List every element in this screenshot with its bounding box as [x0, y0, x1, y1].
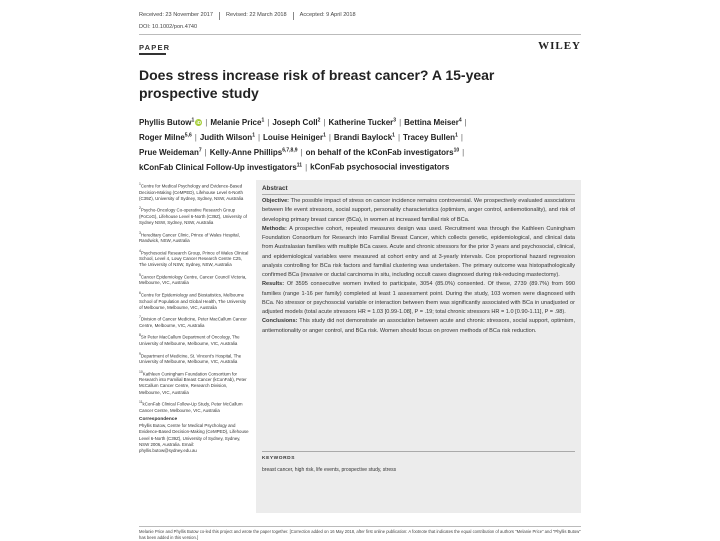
author-name[interactable]: Joseph Coll [272, 117, 318, 127]
affiliation-text: kConFab Clinical Follow-Up Study, Peter McCallum Cancer Centre, Melbourne, VIC, Australia [139, 401, 243, 413]
affiliation-item [139, 399, 249, 414]
author-entry[interactable] [310, 163, 449, 172]
header-divider [139, 34, 581, 35]
orcid-icon[interactable]: iD [196, 120, 201, 126]
author-name[interactable]: Melanie Price [210, 117, 262, 127]
author-entry[interactable] [329, 118, 397, 127]
affiliation-text: Centre for Medical Psychology and Evidence-Based Decision-Making (CeMPED), Lifehouse Level 6-North (C39Z), University of Sydney, Sydney, NSW, Australia [139, 183, 244, 201]
date-separator [293, 12, 294, 20]
affiliation-number: 9 [139, 351, 141, 356]
author-entry[interactable] [139, 163, 302, 172]
author-affiliation-marker: 11 [296, 162, 303, 169]
affiliation-item [139, 181, 249, 202]
author-entry[interactable] [210, 118, 264, 127]
author-separator: | [464, 117, 467, 127]
author-name[interactable]: Roger Milne [139, 132, 185, 142]
author-entry[interactable] [139, 118, 202, 127]
affiliation-text: Psychosocial Research Group, Prince of Wales Clinical School, Level 4, Lowy Cancer Research Centre C25, The University of NSW, Sydney, NSW, Australia [139, 250, 249, 268]
affiliation-item [139, 314, 249, 329]
footnote: Melanie Price and Phyllis Butow co-led this project and wrote the paper together. [Correction added on 16 May 2018, after first online publication: A footnote that indicates the equal contribution of authors "Melanie Price" and "Phyllis Butow" has been added in this version.] [139, 529, 581, 541]
accepted-date: Accepted: 9 April 2018 [299, 12, 356, 18]
author-name[interactable]: Bettina Meiser [404, 117, 459, 127]
author-affiliation-marker: 4 [458, 117, 462, 123]
author-entry[interactable] [200, 133, 255, 142]
author-separator: | [267, 117, 270, 127]
abstract-section-label: Objective: [262, 198, 290, 204]
footnote-divider [139, 526, 581, 527]
author-separator: | [305, 163, 308, 173]
affiliation-number: 1 [139, 182, 141, 186]
affiliation-number: 2 [139, 206, 141, 211]
author-entry[interactable] [404, 118, 461, 127]
author-affiliation-marker: 7 [198, 147, 202, 154]
author-separator: | [205, 117, 208, 127]
author-affiliation-marker: 1 [392, 132, 395, 139]
correspondence-heading: Correspondence [139, 417, 178, 423]
affiliation-number: 8 [139, 333, 141, 338]
doi-link[interactable]: DOI: 10.1002/pon.4740 [139, 24, 198, 30]
author-separator: | [328, 132, 331, 142]
abstract-section-text: Of 3595 consecutive women invited to participate, 3054 (85.0%) consented. Of these, 2739 (89.7%) from 990 families (range 1-16 per family) completed at least 1 assessment point. During the study, 103 women were diagnosed with BCa. No stressor or psychosocial variable or interaction between them was significantly associated with BCa in unadjusted or adjusted models (total acute stressors HR = 1.03 [0.99-1.08], P = .19; total chronic stressors HR = 1.0 [0.90-1.11], P = .98). [262, 281, 575, 315]
affiliation-text: Department of Medicine, St. Vincent's Hospital, The University of Melbourne, Melbourne, VIC, Australia [139, 353, 242, 365]
abstract-section [262, 280, 575, 317]
author-name[interactable]: Judith Wilson [199, 132, 253, 142]
author-affiliation-marker: 1 [191, 117, 195, 123]
affiliation-text: Division of Cancer Medicine, Peter MacCallum Cancer Centre, Melbourne, VIC, Australia [139, 316, 247, 328]
affiliation-item [139, 332, 249, 347]
publisher-logo: WILEY [538, 40, 581, 52]
author-name[interactable]: Louise Heiniger [263, 132, 324, 142]
abstract-divider [262, 194, 575, 195]
author-affiliation-marker: 1 [323, 132, 326, 139]
affiliation-text: Psycho-Oncology Co-operative Research Group (PoCoG), Lifehouse Level 6-North (C39Z), University of Sydney NSW, Sydney, NSW, Australia [139, 207, 247, 225]
abstract-section-text: A prospective cohort, repeated measures design was used. Recruitment was through the Kathleen Cuningham Foundation Consortium for Research into Familial Breast Cancer, which collects genetic, epidemiological, and clinical data from Australasian families with multiple BCa cases. Acute and chronic stressors for the prior 3 years and psychosocial, clinical, and epidemiological variables were measured at cohort entry and at 3-yearly intervals. Cox proportional hazard regression analysis controlling for BCa risk factors and familial clustering was undertaken. The primary outcome was histopathologically confirmed BCa (invasive or ductal carcinoma in situ, including occult cases diagnosed during risk-reducing mastectomy). [262, 225, 575, 278]
author-entry[interactable] [334, 133, 395, 142]
affiliation-item [139, 351, 249, 366]
abstract-section [262, 317, 575, 336]
author-separator: | [399, 117, 402, 127]
author-entry[interactable] [210, 148, 298, 157]
abstract-section-label: Results: [262, 281, 285, 288]
affiliation-number: 10 [139, 369, 143, 374]
author-separator: | [257, 132, 261, 142]
affiliation-item [139, 272, 249, 287]
affiliation-number: 3 [139, 230, 141, 235]
author-separator: | [462, 147, 465, 157]
affiliation-item [139, 290, 249, 311]
affiliation-number: 4 [139, 248, 141, 253]
article-dates [139, 12, 356, 20]
abstract-section [262, 197, 575, 225]
affiliation-item [139, 205, 249, 226]
affiliation-item [139, 369, 249, 396]
affiliation-number: 7 [139, 315, 141, 320]
keywords-heading: KEYWORDS [262, 456, 296, 461]
affiliation-item [139, 230, 249, 245]
abstract-box [256, 180, 581, 513]
author-name[interactable]: Tracey Bullen [403, 132, 456, 142]
affiliation-text: Centre for Epidemiology and Biostatistics, Melbourne School of Population and Global Health, The University of Melbourne, Melbourne, VIC, Australia [139, 292, 247, 310]
affiliation-text: Kathleen Cuningham Foundation Consortium for Research into Familial Breast Cancer (kConFab), Peter McCallum Cancer Centre, Research Division, Melbourne, VIC, Australia [139, 371, 247, 395]
author-entry[interactable] [139, 133, 192, 142]
author-name[interactable]: Kelly-Anne Phillips [209, 147, 283, 157]
author-name[interactable]: Phyllis Butow [139, 117, 192, 127]
author-separator: | [460, 132, 463, 142]
affiliation-number: 6 [139, 291, 141, 296]
author-name[interactable]: Prue Weideman [139, 147, 199, 157]
abstract-section-text: This study did not demonstrate an association between acute and chronic stressors, social support, optimism, antiemotionality or anger control, and BCa risk. Women should focus on proven methods of BCa risk reduction. [262, 318, 576, 334]
affiliation-item [139, 248, 249, 269]
author-separator: | [204, 147, 207, 157]
author-separator: | [300, 147, 303, 157]
author-affiliation-marker: 2 [317, 117, 321, 123]
abstract-section [262, 225, 575, 281]
revised-date: Revised: 22 March 2018 [226, 12, 287, 18]
author-list [139, 114, 579, 175]
abstract-section-text: The possible impact of stress on cancer incidence remains controversial. We prospectively evaluated associations between life event stressors, social support, personality characteristics (optimism, anger control, antiemotionality), and risk of developing primary breast cancer (BCa), in women at increased familial risk of BCa. [262, 198, 575, 223]
affiliation-text: Cancer Epidemiology Centre, Cancer Council Victoria, Melbourne, VIC, Australia [139, 274, 247, 286]
author-entry[interactable] [306, 148, 460, 157]
section-underline [139, 53, 166, 55]
author-separator: | [397, 132, 401, 142]
affiliation-number: 11 [139, 400, 143, 405]
affiliation-text: Sir Peter MacCallum Department of Oncology, The University of Melbourne, Melbourne, VIC, Australia [139, 334, 240, 347]
author-entry[interactable] [272, 118, 320, 127]
author-name[interactable]: kConFab Clinical Follow-Up investigators [139, 163, 297, 173]
abstract-section-label: Methods: [262, 225, 287, 232]
author-affiliation-marker: 5,6 [184, 132, 192, 139]
correspondence-text: Phyllis Butow, Centre for Medical Psychology and Evidence-Based Decision-Making (CeMPED), Lifehouse Level 6-North (C39Z), University of Sydney, Sydney, NSW 2006, Australia. Email: phyllis.butow@sydney.edu.au [139, 423, 249, 453]
abstract-section-label: Conclusions: [262, 318, 298, 325]
author-affiliation-marker: 1 [261, 117, 265, 123]
author-separator: | [323, 117, 326, 127]
affiliation-number: 5 [139, 272, 141, 277]
article-title: Does stress increase risk of breast cancer? A 15-year prospective study [139, 67, 495, 101]
author-entry[interactable] [403, 133, 458, 142]
author-entry[interactable] [139, 148, 202, 157]
author-name[interactable]: Brandi Baylock [333, 132, 393, 142]
author-affiliation-marker: 6,7,8,9 [282, 147, 298, 154]
author-affiliation-marker: 1 [252, 132, 255, 139]
keywords-list: breast cancer, high risk, life events, prospective study, stress [262, 467, 397, 473]
author-affiliation-marker: 1 [455, 132, 458, 139]
section-label: PAPER [139, 43, 171, 52]
author-affiliation-marker: 3 [393, 117, 397, 123]
abstract-heading: Abstract [262, 185, 288, 192]
keywords-divider [262, 451, 575, 452]
affiliations-column [139, 181, 249, 454]
author-name[interactable]: kConFab psychosocial investigators [310, 163, 450, 173]
author-name[interactable]: Katherine Tucker [328, 117, 394, 127]
author-entry[interactable] [263, 133, 326, 142]
abstract-body [262, 197, 575, 336]
affiliation-text: Hereditary Cancer Clinic, Prince of Wales Hospital, Randwick, NSW, Australia [139, 231, 240, 244]
author-name[interactable]: on behalf of the kConFab investigators [305, 147, 454, 157]
received-date: Received: 23 November 2017 [139, 12, 214, 18]
date-separator [219, 12, 220, 20]
author-affiliation-marker: 10 [453, 147, 460, 154]
author-separator: | [194, 132, 197, 142]
